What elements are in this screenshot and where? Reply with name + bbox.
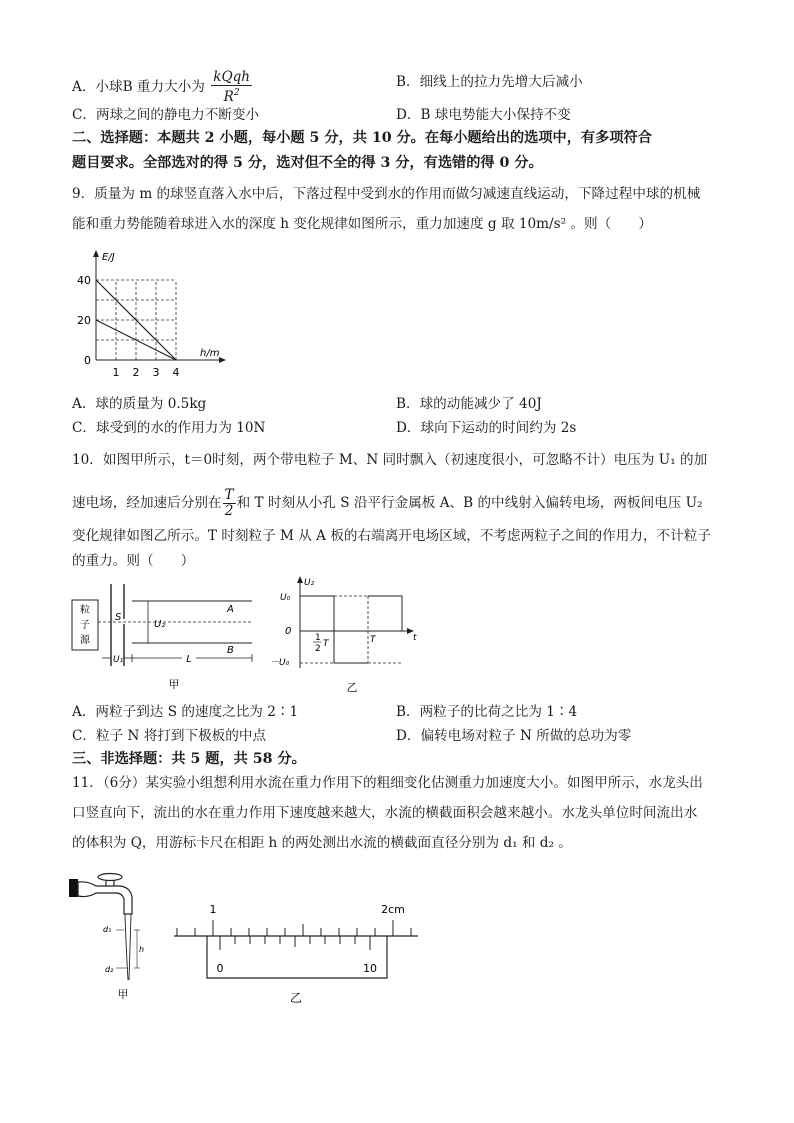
q9-option-d[interactable]: D．球向下运动的时间约为 2s — [396, 420, 577, 436]
q8-option-a[interactable] — [72, 70, 252, 105]
q9-energy-chart — [72, 250, 232, 380]
d1-label: d₁ — [103, 925, 112, 934]
q10-stem-line3: 变化规律如图乙所示。T 时刻粒子 M 从 A 板的右端离开电场区域，不考虑两粒子之间的作用力，不计粒子 — [72, 528, 711, 544]
d2-label: d₂ — [105, 965, 114, 974]
hole-s-label: S — [115, 612, 122, 623]
section3-title: 三、非选择题：共 5 题，共 58 分。 — [72, 751, 306, 767]
h-label: h — [139, 945, 145, 954]
q10-half-t-fraction: $\frac{T}{2}$ — [224, 487, 234, 519]
y-axis-arrow — [93, 250, 99, 257]
x-tick-label-4: 4 — [172, 366, 180, 379]
q9-option-c[interactable]: C．球受到的水的作用力为 10N — [72, 420, 266, 436]
q8-option-a-text: A．小球B 重力大小为 — [72, 79, 205, 95]
q9-stem-line2: 能和重力势能随着球进入水的深度 h 变化规律如图所示，重力加速度 g 取 10m/s² 。则（ ） — [72, 216, 652, 232]
wall-mount — [69, 879, 78, 897]
u1-label: U₁ — [113, 655, 124, 665]
vernier-10-label: 10 — [363, 962, 377, 975]
water-stream — [125, 914, 131, 980]
x-tick-label-3: 3 — [152, 366, 160, 379]
y-tick-label-0: 0 — [84, 354, 91, 367]
q10-stem-line1: 10．如图甲所示，t＝0时刻，两个带电粒子 M、N 同时飘入（初速度很小，可忽略不计）电压为 U₁ 的加 — [72, 452, 708, 468]
q10-option-a[interactable]: A．两粒子到达 S 的速度之比为 2∶1 — [72, 704, 299, 720]
origin-label: 0 — [285, 626, 292, 637]
y-axis-label: E/J — [102, 252, 115, 263]
y-tick-label-40: 40 — [77, 274, 91, 287]
particle-source-label-1: 粒 — [80, 605, 90, 616]
q9-option-a[interactable]: A．球的质量为 0.5kg — [72, 396, 207, 412]
t-mark-label: T — [370, 635, 376, 645]
neg-u0-label: －U₀ — [270, 658, 290, 668]
q11-stem-line1: 11．（6分）某实验小组想利用水流在重力作用下的粗细变化估测重力加速度大小。如图甲所示，水龙头出 — [72, 775, 703, 791]
faucet-handle-cap — [98, 874, 122, 881]
q8-option-b[interactable]: B．细线上的拉力先增大后减小 — [396, 74, 583, 90]
half-t-label: T — [323, 639, 329, 649]
x-tick-label-1: 1 — [112, 366, 120, 379]
q10-stem-line4: 的重力。则（ ） — [72, 553, 195, 569]
particle-source-label-3: 源 — [80, 635, 90, 646]
q11-stem-line3: 的体积为 Q，用游标卡尺在相距 h 的两处测出水流的横截面直径分别为 d₁ 和 d₂ 。 — [72, 835, 572, 851]
u2-label: U₂ — [154, 619, 166, 630]
main-scale-2cm-label: 2cm — [381, 903, 405, 916]
particle-source-label-2: 子 — [80, 620, 90, 631]
half-t-denominator: 2 — [315, 644, 321, 654]
x-tick-label-2: 2 — [132, 366, 140, 379]
half-t-numerator: 1 — [315, 633, 321, 643]
u2-axis-label: U₂ — [304, 578, 315, 588]
q10-option-d[interactable]: D．偏转电场对粒子 N 所做的总功为零 — [396, 728, 632, 744]
faucet-body — [78, 882, 132, 914]
plate-a-label: A — [227, 604, 234, 615]
x-axis-arrow — [219, 357, 226, 363]
main-scale-ticks — [177, 920, 411, 936]
q11-stem-line2: 口竖直向下，流出的水在重力作用下速度越来越大，水流的横截面积会越来越小。水龙头单位时间流出水 — [72, 805, 698, 821]
q9-stem-line1: 9．质量为 m 的球竖直落入水中后，下落过程中受到水的作用而做匀减速直线运动，下降过程中球的机械 — [72, 186, 701, 202]
q11-figure-yi-vernier — [170, 898, 424, 1008]
q8-option-a-fraction: $\frac{\text{kQqh}}{R^2}$ — [213, 69, 251, 105]
vernier-scale-frame — [207, 936, 387, 978]
plate-b-label: B — [227, 645, 234, 656]
y-tick-label-20: 20 — [77, 314, 91, 327]
vernier-scale-ticks — [220, 936, 370, 950]
q10-option-b[interactable]: B．两粒子的比荷之比为 1∶4 — [396, 704, 578, 720]
q9-option-b[interactable]: B．球的动能减少了 40J — [396, 396, 542, 412]
q10-figure-jia — [70, 582, 270, 694]
main-scale-1cm-label: 1 — [209, 903, 217, 916]
q11-figure-jia-faucet — [66, 868, 156, 1006]
t-axis-label: t — [413, 633, 417, 643]
x-axis-label: h/m — [200, 348, 220, 359]
q10-figure-yi — [270, 574, 428, 696]
q10-stem-line2: 速电场，经加速后分别在 $\frac{T}{2}$ 和 T 时刻从小孔 S 沿平行金属板 A、B 的中线射入偏转电场，两板间电压 U₂ — [72, 487, 703, 519]
u0-label: U₀ — [280, 593, 291, 603]
faucet-figure-caption: 甲 — [117, 988, 129, 1001]
q10-option-c[interactable]: C．粒子 N 将打到下极板的中点 — [72, 728, 267, 744]
section2-title-line2: 题目要求。全部选对的得 5 分，选对但不全的得 3 分，有选错的得 0 分。 — [72, 155, 543, 171]
figure-jia-caption: 甲 — [168, 678, 180, 691]
vernier-0-label: 0 — [216, 962, 224, 975]
length-l-label: L — [186, 654, 192, 665]
section2-title-line1: 二、选择题：本题共 2 小题，每小题 5 分，共 10 分。在每小题给出的选项中，有多项符合 — [72, 130, 652, 146]
vernier-figure-caption: 乙 — [289, 991, 303, 1005]
q8-option-c[interactable]: C．两球之间的静电力不断变小 — [72, 107, 260, 123]
figure-yi-caption: 乙 — [346, 681, 358, 694]
u2-waveform-second-cycle — [368, 596, 402, 631]
q8-option-d[interactable]: D．B 球电势能大小保持不变 — [396, 107, 571, 123]
